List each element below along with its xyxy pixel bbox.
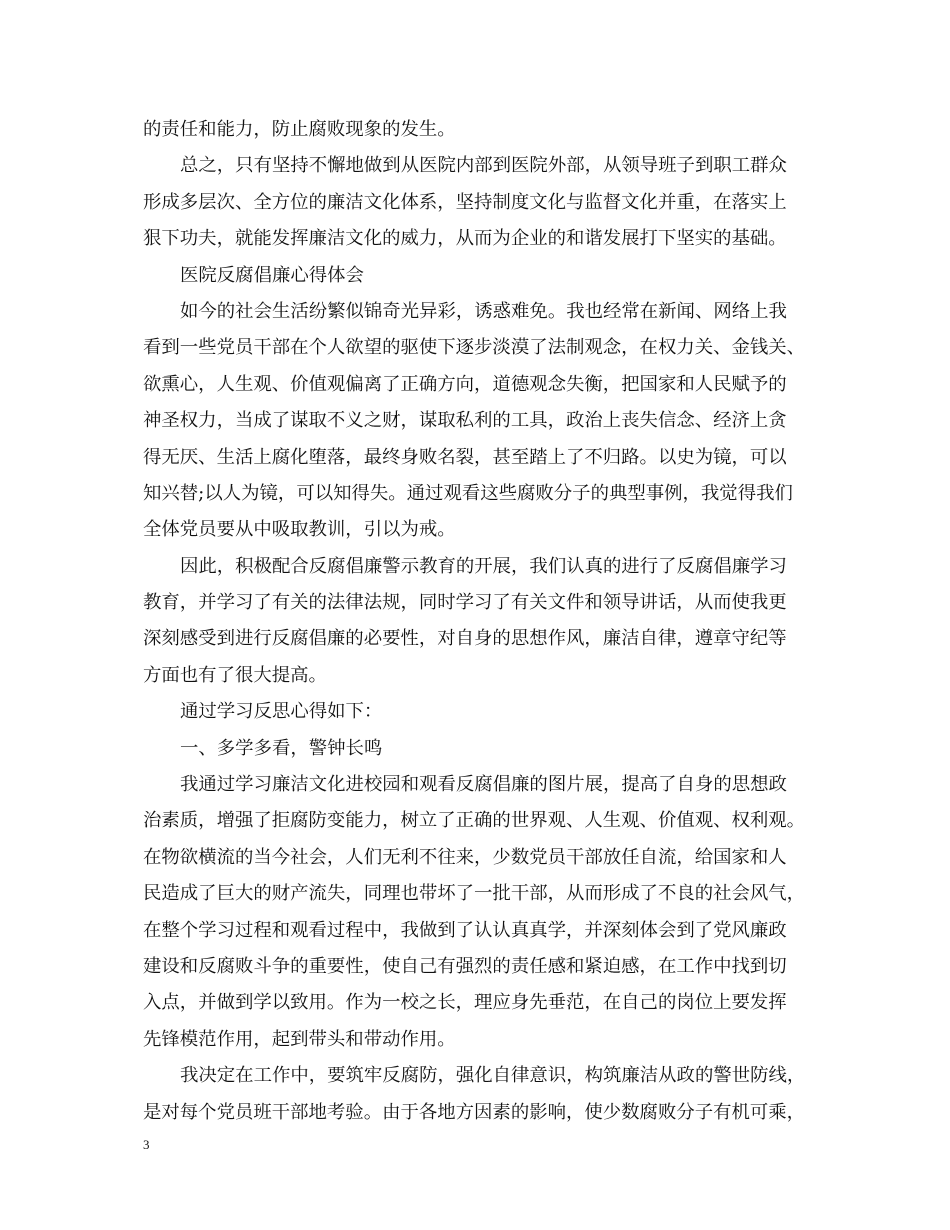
text-line: 欲熏心，人生观、价值观偏离了正确方向，道德观念失衡，把国家和人民赋予的 — [143, 373, 787, 395]
text-line: 得无厌、生活上腐化堕落，最终身败名裂，甚至踏上了不归路。以史为镜，可以 — [143, 446, 787, 468]
text-line: 教育，并学习了有关的法律法规，同时学习了有关文件和领导讲话，从而使我更 — [143, 592, 787, 614]
page-number: 3 — [143, 1137, 150, 1152]
text-line: 全体党员要从中吸取教训，引以为戒。 — [143, 519, 456, 541]
text-line: 神圣权力，当成了谋取不义之财，谋取私利的工具，政治上丧失信念、经济上贪 — [143, 410, 787, 432]
document-body — [143, 112, 811, 1131]
text-line: 看到一些党员干部在个人欲望的驱使下逐步淡漠了法制观念，在权力关、金钱关、 — [143, 337, 806, 359]
text-line: 总之，只有坚持不懈地做到从医院内部到医院外部，从领导班子到职工群众 — [180, 155, 787, 177]
text-line: 民造成了巨大的财产流失，同理也带坏了一批干部，从而形成了不良的社会风气， — [143, 883, 806, 905]
text-line: 形成多层次、全方位的廉洁文化体系，坚持制度文化与监督文化并重，在落实上 — [143, 191, 787, 213]
text-line: 一、多学多看，警钟长鸣 — [180, 737, 383, 759]
text-line: 建设和反腐败斗争的重要性，使自己有强烈的责任感和紧迫感，在工作中找到切 — [143, 955, 787, 977]
text-line: 通过学习反思心得如下： — [180, 701, 383, 723]
text-line: 知兴替;以人为镜，可以知得失。通过观看这些腐败分子的典型事例，我觉得我们 — [143, 482, 793, 504]
text-line: 我通过学习廉洁文化进校园和观看反腐倡廉的图片展，提高了自身的思想政 — [180, 774, 787, 796]
text-line: 在整个学习过程和观看过程中，我做到了认认真真学，并深刻体会到了党风廉政 — [143, 919, 787, 941]
text-line: 入点，并做到学以致用。作为一校之长，理应身先垂范，在自己的岗位上要发挥 — [143, 992, 787, 1014]
text-line: 的责任和能力，防止腐败现象的发生。 — [143, 119, 456, 140]
text-line: 是对每个党员班干部地考验。由于各地方因素的影响，使少数腐败分子有机可乘， — [143, 1101, 806, 1123]
text-line: 深刻感受到进行反腐倡廉的必要性，对自身的思想作风，廉洁自律，遵章守纪等 — [143, 628, 787, 650]
text-line: 因此，积极配合反腐倡廉警示教育的开展，我们认真的进行了反腐倡廉学习 — [180, 555, 787, 577]
text-line: 如今的社会生活纷繁似锦奇光异彩，诱惑难免。我也经常在新闻、网络上我 — [180, 300, 787, 322]
text-line: 先锋模范作用，起到带头和带动作用。 — [143, 1028, 456, 1050]
text-line: 我决定在工作中，要筑牢反腐防，强化自律意识，构筑廉洁从政的警世防线， — [180, 1065, 806, 1087]
text-line: 方面也有了很大提高。 — [143, 664, 327, 686]
text-line: 在物欲横流的当今社会，人们无利不往来，少数党员干部放任自流，给国家和人 — [143, 846, 787, 868]
text-line: 狠下功夫，就能发挥廉洁文化的威力，从而为企业的和谐发展打下坚实的基础。 — [143, 228, 787, 250]
text-line: 治素质，增强了拒腐防变能力，树立了正确的世界观、人生观、价值观、权利观。 — [143, 810, 806, 832]
text-line: 医院反腐倡廉心得体会 — [180, 264, 364, 286]
